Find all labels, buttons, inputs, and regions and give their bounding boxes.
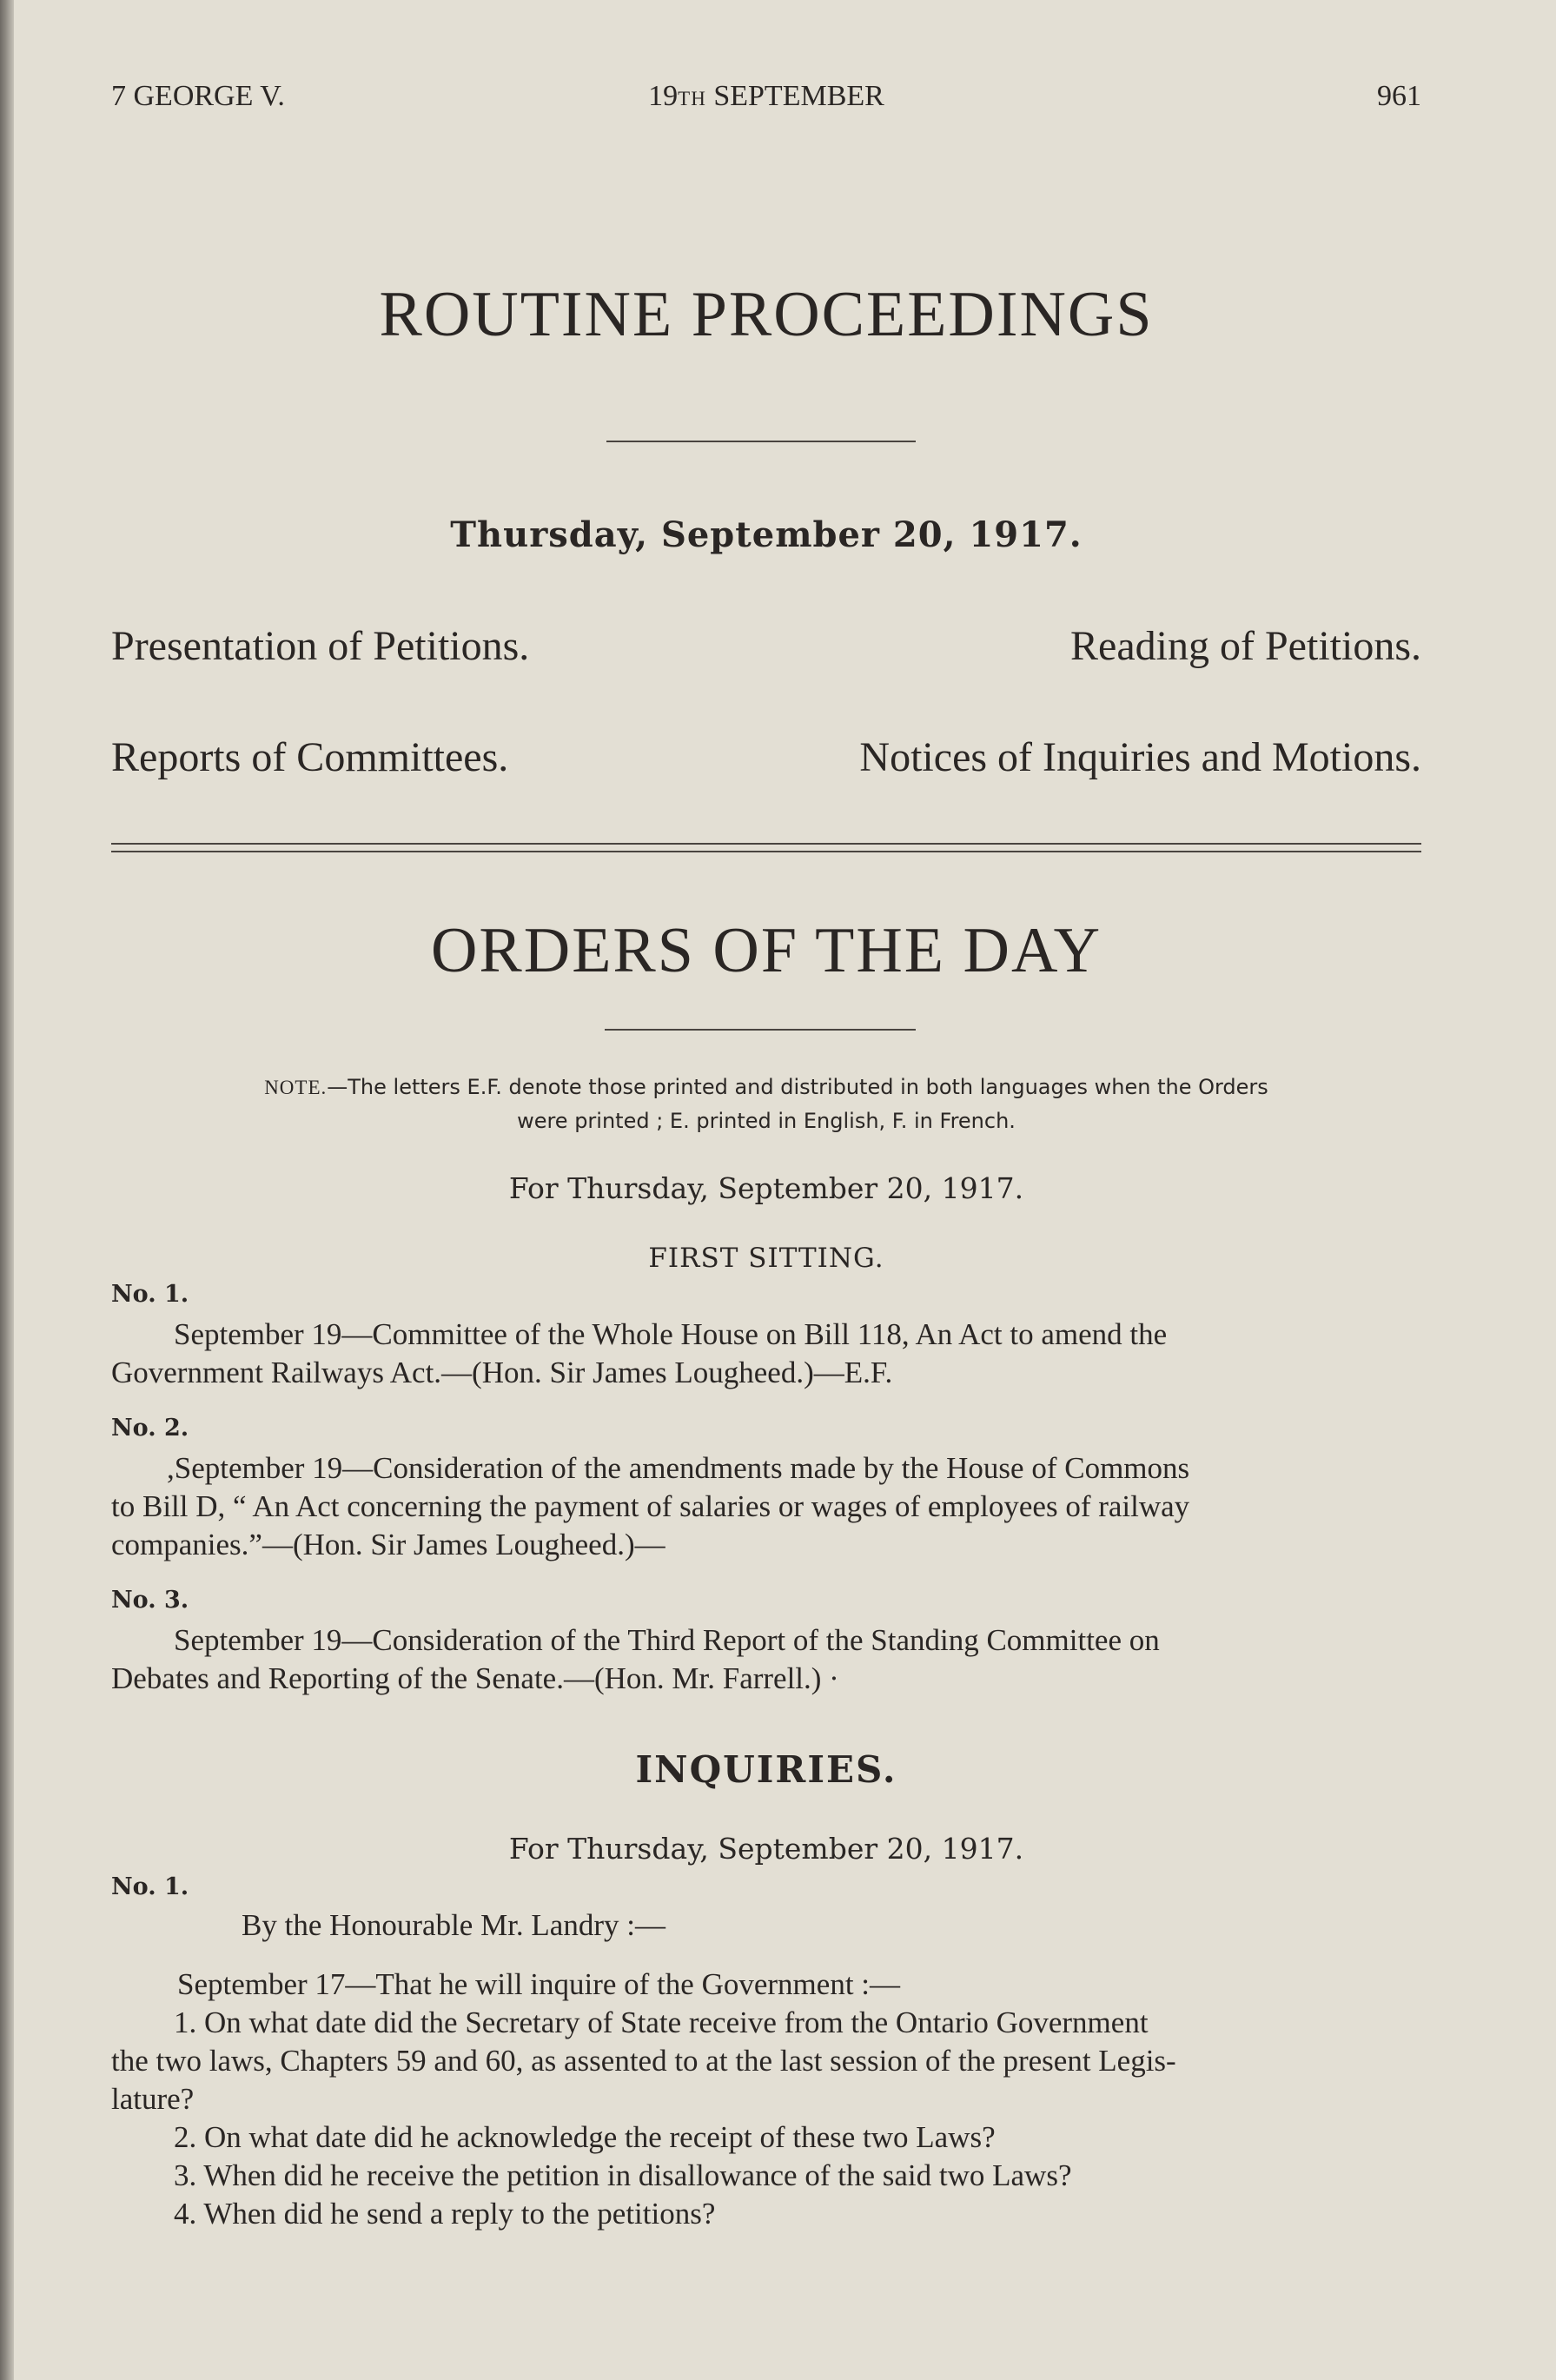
order-entry: September 19—Committee of the Whole House on Bill 118, An Act to amend the Government Railways Act.—(Hon. Sir James Lougheed.)—E.F. bbox=[111, 1317, 1168, 1389]
editorial-note: NOTE.—The letters E.F. denote those printed and distributed in both languages when the Orders were printed ; E. printed in English, F. in French. bbox=[264, 1075, 1268, 1133]
orders-of-the-day-title: ORDERS OF THE DAY bbox=[430, 915, 1102, 986]
orders-for-date: For Thursday, September 20, 1917. bbox=[508, 1171, 1024, 1205]
section-double-rule bbox=[111, 843, 1421, 852]
regnal-year: 7 GEORGE V. bbox=[111, 80, 285, 112]
inquiry-question-1: 1. On what date did the Secretary of State receive from the Ontario Government the two laws, Chapters 59 and 60, as assented to at the last session of the present Legis- lature? bbox=[111, 2005, 1176, 2116]
note-label: NOTE. bbox=[264, 1077, 328, 1098]
routine-item-reading: Reading of Petitions. bbox=[1070, 623, 1421, 669]
routine-date: Thursday, September 20, 1917. bbox=[450, 514, 1083, 555]
routine-item-presentation: Presentation of Petitions. bbox=[111, 623, 530, 669]
header-date: 19TH SEPTEMBER bbox=[648, 80, 884, 112]
order-entry: ,September 19—Consideration of the amendments made by the House of Commons to Bill D, “ An Act concerning the payment of salaries or wages of employees of railway companies.”—(Hon. Sir James Lougheed.)— bbox=[111, 1451, 1190, 1561]
title-divider bbox=[606, 441, 916, 442]
order-number: No. 3. bbox=[111, 1587, 189, 1614]
inquiry-intro: September 17—That he will inquire of the Government :— bbox=[177, 1967, 901, 2001]
page-number: 961 bbox=[1377, 80, 1421, 112]
order-number: No. 1. bbox=[111, 1281, 189, 1308]
routine-item-notices: Notices of Inquiries and Motions. bbox=[859, 734, 1421, 780]
routine-proceedings-title: ROUTINE PROCEEDINGS bbox=[379, 279, 1154, 350]
routine-item-reports: Reports of Committees. bbox=[111, 734, 509, 780]
running-header bbox=[111, 80, 1421, 123]
orders-divider bbox=[605, 1029, 916, 1031]
order-number: No. 2. bbox=[111, 1415, 189, 1442]
order-entry: September 19—Consideration of the Third Report of the Standing Committee on Debates and Reporting of the Senate.—(Hon. Mr. Farrell.) · bbox=[111, 1623, 1160, 1695]
first-sitting-heading: FIRST SITTING. bbox=[648, 1243, 884, 1274]
book-spine-shadow bbox=[0, 0, 14, 2380]
inquiry-question-2: 2. On what date did he acknowledge the receipt of these two Laws? bbox=[174, 2120, 996, 2154]
inquiry-by: By the Honourable Mr. Landry :— bbox=[242, 1908, 665, 1942]
journal-page bbox=[111, 0, 1421, 2380]
inquiry-number: No. 1. bbox=[111, 1873, 189, 1900]
inquiries-for-date: For Thursday, September 20, 1917. bbox=[508, 1832, 1024, 1866]
inquiry-question-4: 4. When did he send a reply to the petitions? bbox=[174, 2197, 716, 2231]
inquiries-heading: INQUIRIES. bbox=[635, 1748, 897, 1791]
inquiry-question-3: 3. When did he receive the petition in disallowance of the said two Laws? bbox=[174, 2158, 1072, 2192]
